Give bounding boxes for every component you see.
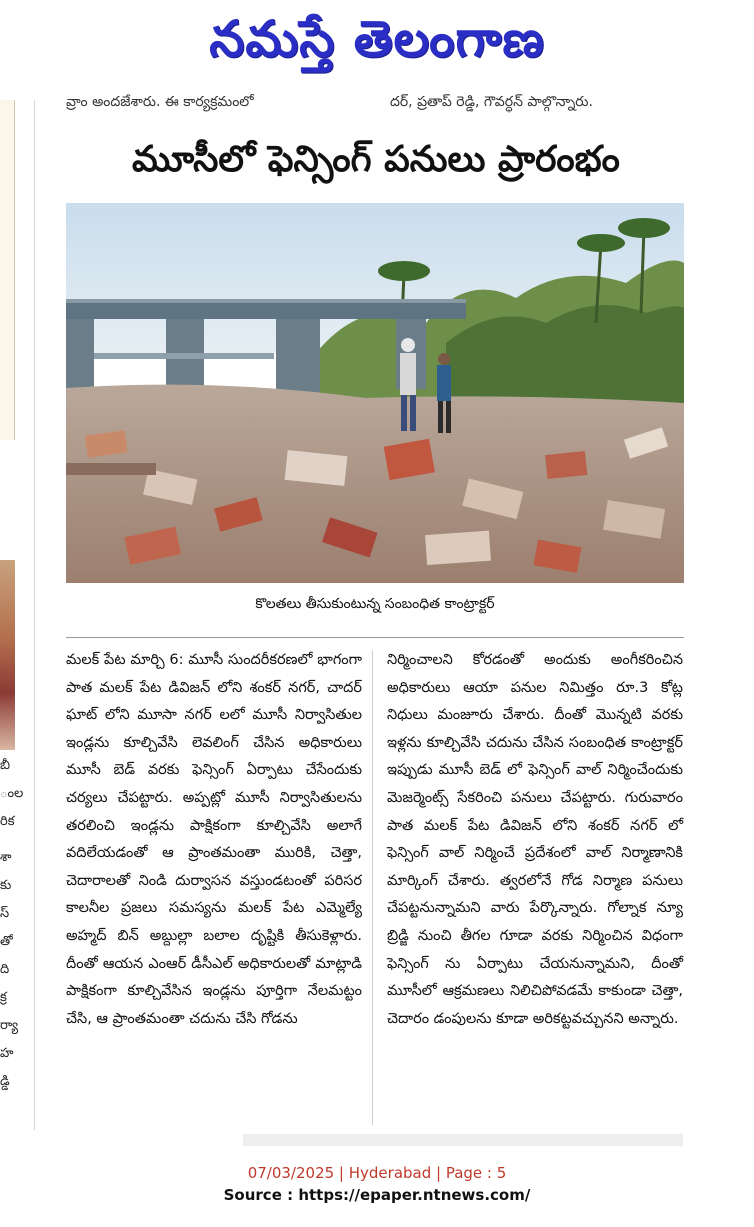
masthead-logo: నమస్తే తెలంగాణ: [209, 9, 545, 68]
footer-source-line: Source : https://epaper.ntnews.com/: [223, 1186, 531, 1204]
article-body-right-column: నిర్మించాలని కోరడంతో అందుకు అంగీకరించిన అధికారులు ఆయా పనుల నిమిత్తం రూ.3 కోట్ల నిధులు మంజూరు చేశారు. దీంతో మొన్నటి వరకు ఇళ్లను కూల్చివేసి చదును చేసిన సంబంధిత కాంట్రాక్టర్ ఇప్పుడు మూసీ బెడ్ లో ఫెన్సింగ్ వాల్ నిర్మించేందుకు మెజర్మెంట్స్ సేకరించి పనులు చేపట్టారు. గురువారం పాత మలక్ పేట డివిజన్ లోని శంకర్ నగర్ లో ఫెన్సింగ్ వాల్ నిర్మించే ప్రదేశంలో వాల్ నిర్మాణానికి మార్కింగ్ చేశారు. త్వరలోనే గోడ నిర్మాణ పనులు చేపట్టనున్నామని వారు పేర్కొన్నారు. గోల్నాక న్యూ బ్రిడ్జి నుంచి తీగల గూడా వరకు నిర్మించిన విధంగా ఫెన్సింగ్ ను ఏర్పాటు చేయనున్నామని, దీంతో మూసీలో ఆక్రమణలు నిలిచిపోవడమే కాకుండా చెత్తా, చెదారం డంపులను కూడా అరికట్టవచ్చునని అన్నారు.: [387, 652, 683, 1027]
caption-divider: [66, 637, 684, 638]
left-advert-box: [0, 100, 15, 440]
left-fragment: ర్యా: [0, 1018, 19, 1033]
photo-caption: కొలతలు తీసుకుంటున్న సంబంధిత కాంట్రాక్టర్: [255, 596, 495, 612]
left-fragment: ంల: [0, 786, 24, 801]
photo-bridge-railing: [66, 299, 466, 303]
next-section-band: [243, 1134, 683, 1146]
left-fragment: శా: [0, 850, 12, 865]
column-rule: [34, 100, 35, 1130]
left-fragment: క్ర: [0, 990, 7, 1005]
photo-bridge-deck: [66, 303, 466, 319]
column-divider: [372, 650, 373, 1125]
left-fragment: ది: [0, 962, 10, 977]
article-body-left-column: మలక్ పేట మార్చి 6: మూసీ సుందరీకరణలో భాగంగా పాత మలక్ పేట డివిజన్ లోని శంకర్ నగర్, చాదర్ ఘాట్ లోని మూసా నగర్ లలో మూసీ నిర్వాసితుల ఇండ్లను కూల్చివేసి లెవలింగ్ చేసిన అధికారులు మూసీ బెడ్ వరకు ఫెన్సింగ్ ఏర్పాటు చేసేందుకు చర్యలు చేపట్టారు. అప్పట్లో మూసీ నిర్వాసితులను తరలించి ఇండ్లను పాక్షికంగా కూల్చివేసి అలాగే వదిలేయడంతో ఆ ప్రాంతమంతా మురికి, చెత్తా, చెదారాలతో నిండి దుర్వాసన వస్తుండటంతో పరిసర కాలనీల ప్రజలు సమస్యను మలక్ పేట ఎమ్మెల్యే అహ్మద్ బిన్ అబ్దుల్లా బలాల దృష్టికి తీసుకెళ్లారు. దీంతో ఆయన ఎంఆర్ డీసీఎల్ అధికారులతో మాట్లాడి పాక్షికంగా కూల్చివేసిన ఇండ్లను పూర్తిగా నేలమట్టం చేసి, ఆ ప్రాంతమంతా చదును చేసి గోడను: [66, 652, 362, 1027]
left-fragment: బీ: [0, 758, 11, 773]
page-footer: [0, 1162, 754, 1206]
left-neighbour-column: [0, 100, 24, 1130]
left-fragment: కు: [0, 878, 12, 893]
left-cropped-photo: [0, 560, 15, 750]
photo-bridge-pillar: [276, 319, 320, 401]
photo-distant-bridge: [94, 353, 274, 359]
left-fragment: తో: [0, 934, 13, 949]
left-fragment: హ: [0, 1046, 14, 1061]
previous-article-line-left: వ్రాం అందజేశారు. ఈ కార్యక్రమంలో: [66, 94, 254, 110]
left-fragment: స్: [0, 906, 10, 921]
left-fragment: రిక: [0, 814, 15, 829]
article-headline: మూసీలో ఫెన్సింగ్ పనులు ప్రారంభం: [132, 139, 620, 180]
article-photo: [66, 203, 684, 583]
previous-article-line-right: దర్, ప్రతాప్ రెడ్డి, గౌవర్ధన్ పాల్గొన్నారు.: [390, 94, 593, 110]
footer-date-line: 07/03/2025 | Hyderabad | Page : 5: [247, 1164, 507, 1182]
masthead: [0, 0, 754, 90]
photo-bridge-pillar: [66, 319, 94, 389]
left-fragment: డ్డి: [0, 1074, 10, 1089]
